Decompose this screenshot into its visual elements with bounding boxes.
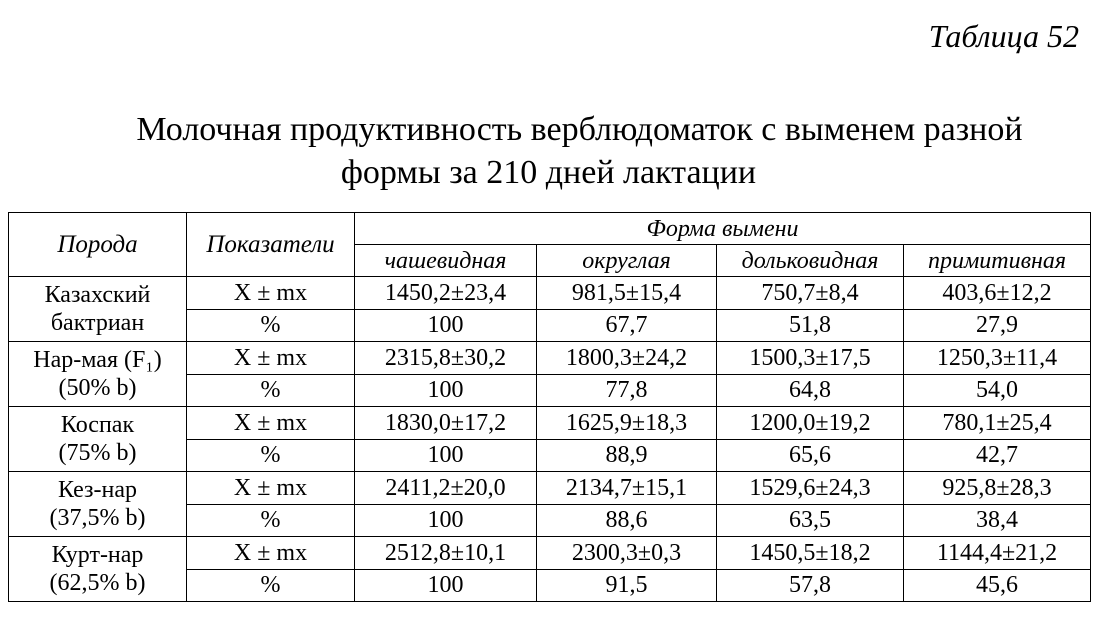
title-line-2: формы за 210 дней лактации <box>340 154 757 191</box>
indicator-cell: % <box>187 309 355 342</box>
value-cell: 2512,8±10,1 <box>355 537 537 570</box>
value-cell: 1625,9±18,3 <box>537 407 717 440</box>
percent-cell: 42,7 <box>904 439 1091 472</box>
percent-cell: 57,8 <box>717 569 904 602</box>
indicator-cell: % <box>187 374 355 407</box>
value-cell: 780,1±25,4 <box>904 407 1091 440</box>
percent-cell: 100 <box>355 374 537 407</box>
value-cell: 403,6±12,2 <box>904 277 1091 310</box>
percent-cell: 77,8 <box>537 374 717 407</box>
percent-cell: 63,5 <box>717 504 904 537</box>
breed-cell <box>9 472 187 537</box>
indicator-cell: X ± mx <box>187 472 355 505</box>
percent-cell: 100 <box>355 504 537 537</box>
breed-blood-share: (37,5% b) <box>49 505 146 531</box>
breed-name: Нар-мая (F₁) <box>33 347 162 373</box>
percent-cell: 67,7 <box>537 309 717 342</box>
form-header-lobed: дольковидная <box>717 245 904 277</box>
form-header-cup: чашевидная <box>355 245 537 277</box>
value-cell: 2134,7±15,1 <box>537 472 717 505</box>
table-title <box>0 108 1097 194</box>
value-cell: 2315,8±30,2 <box>355 342 537 375</box>
percent-cell: 51,8 <box>717 309 904 342</box>
form-header-round: округлая <box>537 245 717 277</box>
breed-blood-share: бактриан <box>50 310 145 336</box>
indicator-cell: X ± mx <box>187 407 355 440</box>
table-row <box>9 472 1091 505</box>
breed-name: Курт-нар <box>51 542 144 568</box>
breed-header: Порода <box>9 213 187 277</box>
breed-blood-share: (62,5% b) <box>49 570 146 596</box>
breed-name: Кез-нар <box>57 477 137 503</box>
table-body <box>9 277 1091 602</box>
percent-cell: 27,9 <box>904 309 1091 342</box>
value-cell: 2411,2±20,0 <box>355 472 537 505</box>
indicator-cell: % <box>187 569 355 602</box>
percent-cell: 100 <box>355 309 537 342</box>
breed-cell <box>9 407 187 472</box>
indicator-cell: % <box>187 439 355 472</box>
value-cell: 1800,3±24,2 <box>537 342 717 375</box>
value-cell: 1830,0±17,2 <box>355 407 537 440</box>
indicator-cell: X ± mx <box>187 537 355 570</box>
percent-cell: 91,5 <box>537 569 717 602</box>
breed-cell <box>9 342 187 407</box>
value-cell: 1500,3±17,5 <box>717 342 904 375</box>
percent-cell: 100 <box>355 569 537 602</box>
form-header-primitive: примитивная <box>904 245 1091 277</box>
percent-cell: 45,6 <box>904 569 1091 602</box>
table-row <box>9 277 1091 310</box>
udder-form-header: Форма вымени <box>355 213 1091 245</box>
value-cell: 1450,2±23,4 <box>355 277 537 310</box>
breed-blood-share: (50% b) <box>58 375 137 401</box>
percent-cell: 65,6 <box>717 439 904 472</box>
header-row-1 <box>9 213 1091 245</box>
breed-cell <box>9 277 187 342</box>
percent-cell: 88,6 <box>537 504 717 537</box>
value-cell: 750,7±8,4 <box>717 277 904 310</box>
breed-name: Коспак <box>60 412 135 438</box>
breed-blood-share: (75% b) <box>58 440 137 466</box>
value-cell: 1450,5±18,2 <box>717 537 904 570</box>
percent-cell: 54,0 <box>904 374 1091 407</box>
percent-cell: 100 <box>355 439 537 472</box>
table-row <box>9 537 1091 570</box>
breed-cell <box>9 537 187 602</box>
title-line-1: Молочная продуктивность верблюдоматок с выменем разной <box>136 111 1023 148</box>
value-cell: 1200,0±19,2 <box>717 407 904 440</box>
percent-cell: 64,8 <box>717 374 904 407</box>
table-number: Таблица 52 <box>928 18 1079 54</box>
breed-name: Казахский <box>44 282 151 308</box>
milk-productivity-table <box>8 212 1091 602</box>
value-cell: 925,8±28,3 <box>904 472 1091 505</box>
indicators-header: Показатели <box>187 213 355 277</box>
percent-cell: 38,4 <box>904 504 1091 537</box>
value-cell: 1529,6±24,3 <box>717 472 904 505</box>
value-cell: 1144,4±21,2 <box>904 537 1091 570</box>
table-row <box>9 407 1091 440</box>
indicator-cell: X ± mx <box>187 277 355 310</box>
percent-cell: 88,9 <box>537 439 717 472</box>
value-cell: 1250,3±11,4 <box>904 342 1091 375</box>
value-cell: 2300,3±0,3 <box>537 537 717 570</box>
value-cell: 981,5±15,4 <box>537 277 717 310</box>
indicator-cell: % <box>187 504 355 537</box>
table-row <box>9 342 1091 375</box>
indicator-cell: X ± mx <box>187 342 355 375</box>
